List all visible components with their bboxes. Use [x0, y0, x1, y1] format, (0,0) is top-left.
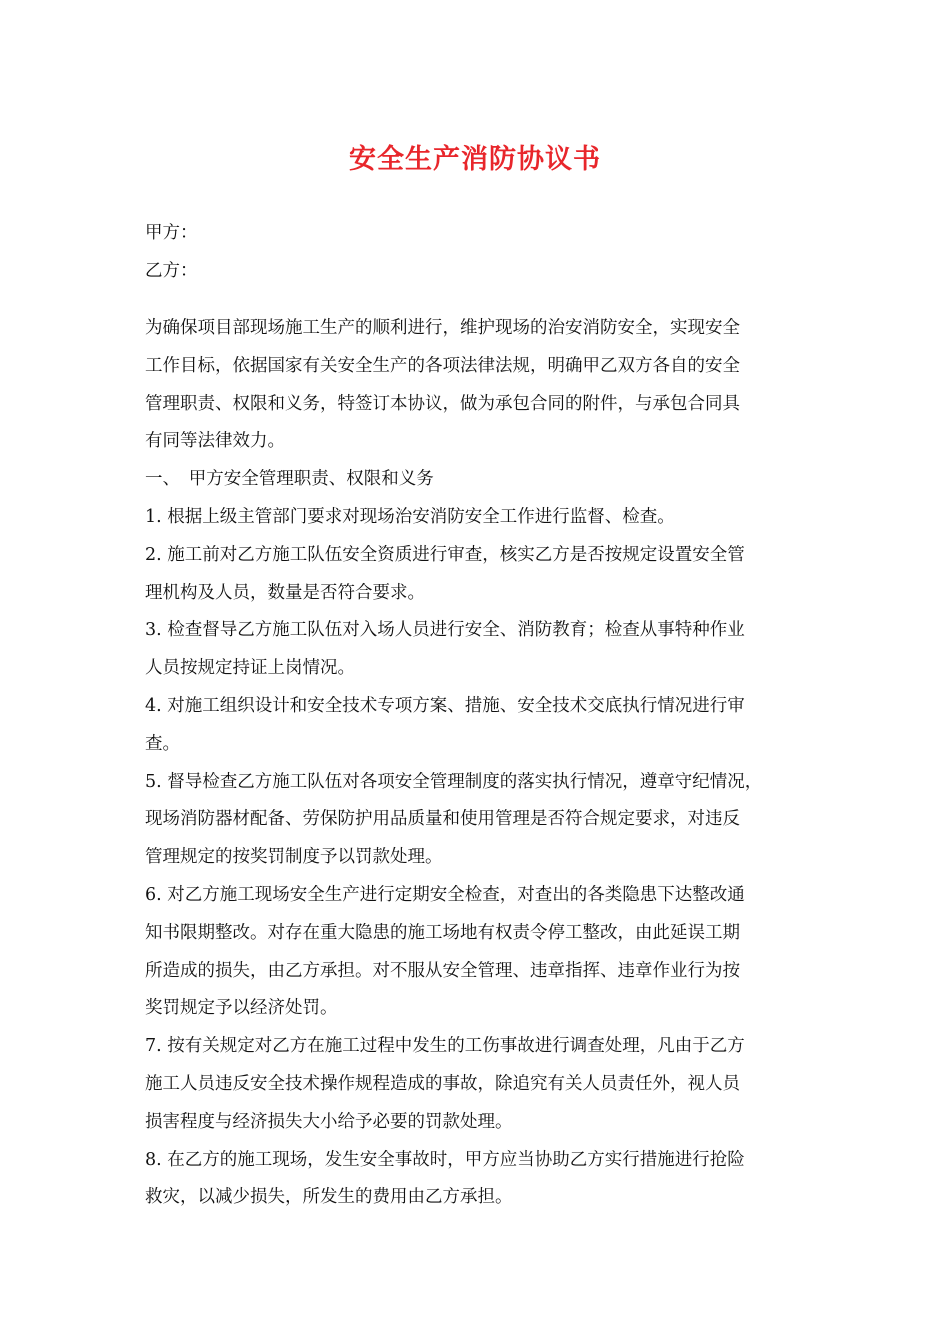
document-line: 救灾，以减少损失，所发生的费用由乙方承担。	[145, 1187, 513, 1208]
party-a-label: 甲方：	[145, 223, 198, 243]
document-line: 有同等法律效力。	[145, 431, 285, 452]
document-line: 知书限期整改。对存在重大隐患的施工场地有权责令停工整改，由此延误工期	[145, 922, 740, 943]
document-line: 奖罚规定予以经济处罚。	[145, 998, 338, 1019]
document-line: 损害程度与经济损失大小给予必要的罚款处理。	[145, 1111, 513, 1132]
document-line: 工作目标，依据国家有关安全生产的各项法律法规，明确甲乙双方各自的安全	[145, 355, 740, 376]
document-line: 现场消防器材配备、劳保防护用品质量和使用管理是否符合规定要求，对违反	[145, 809, 740, 830]
document-line: 一、 甲方安全管理职责、权限和义务	[145, 469, 434, 490]
document-line: 查。	[145, 733, 180, 754]
document-title: 安全生产消防协议书	[349, 144, 601, 175]
document-line: 管理职责、权限和义务，特签订本协议，做为承包合同的附件，与承包合同具	[145, 393, 740, 414]
document-line: 理机构及人员，数量是否符合要求。	[145, 582, 425, 603]
document-line: 2. 施工前对乙方施工队伍安全资质进行审查，核实乙方是否按规定设置安全管	[145, 544, 745, 565]
document-line: 人员按规定持证上岗情况。	[145, 658, 355, 679]
document-body	[145, 310, 815, 1217]
document-line: 6. 对乙方施工现场安全生产进行定期安全检查，对查出的各类隐患下达整改通	[145, 884, 745, 905]
document-line: 管理规定的按奖罚制度予以罚款处理。	[145, 847, 443, 868]
document-line: 所造成的损失，由乙方承担。对不服从安全管理、违章指挥、违章作业行为按	[145, 960, 740, 981]
party-b-label: 乙方：	[145, 261, 198, 281]
document-line: 4. 对施工组织设计和安全技术专项方案、措施、安全技术交底执行情况进行审	[145, 695, 745, 716]
document-line: 5. 督导检查乙方施工队伍对各项安全管理制度的落实执行情况，遵章守纪情况，	[145, 771, 763, 792]
document-line: 施工人员违反安全技术操作规程造成的事故，除追究有关人员责任外，视人员	[145, 1073, 740, 1094]
document-line: 1. 根据上级主管部门要求对现场治安消防安全工作进行监督、检查。	[145, 506, 675, 527]
document-line: 7. 按有关规定对乙方在施工过程中发生的工伤事故进行调查处理，凡由于乙方	[145, 1036, 745, 1057]
document-line: 为确保项目部现场施工生产的顺利进行，维护现场的治安消防安全，实现安全	[145, 318, 740, 338]
document-line: 8. 在乙方的施工现场，发生安全事故时，甲方应当协助乙方实行措施进行抢险	[145, 1149, 745, 1170]
document-line: 3. 检查督导乙方施工队伍对入场人员进行安全、消防教育；检查从事特种作业	[145, 620, 745, 641]
